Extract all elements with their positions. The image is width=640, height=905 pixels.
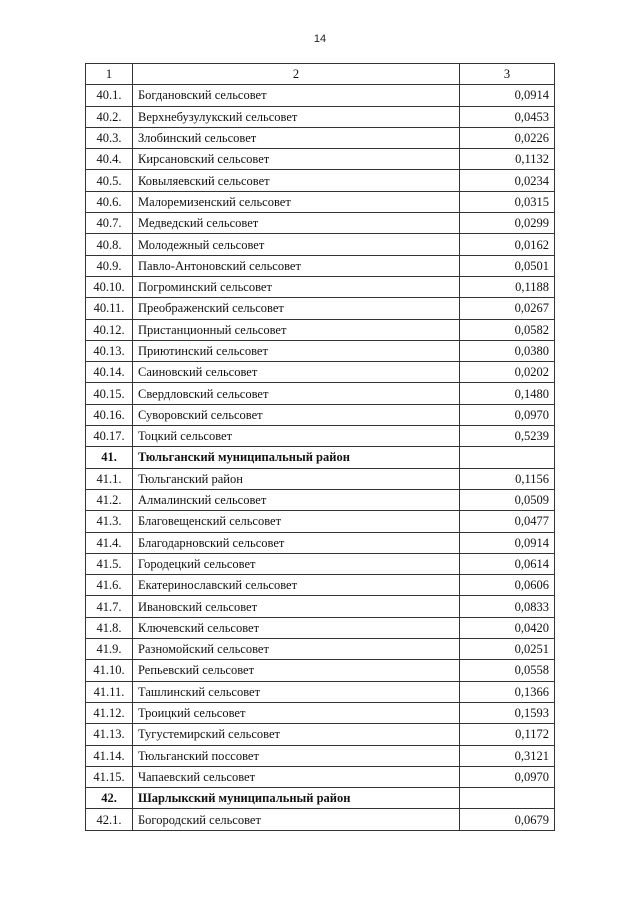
row-name: Благовещенский сельсовет: [133, 511, 460, 532]
row-name: Ключевский сельсовет: [133, 617, 460, 638]
row-number: 40.14.: [86, 362, 133, 383]
row-number: 41.: [86, 447, 133, 468]
row-value: [460, 788, 555, 809]
row-value: [460, 447, 555, 468]
row-number: 40.13.: [86, 340, 133, 361]
row-value: 0,0970: [460, 404, 555, 425]
table-row: [86, 255, 555, 276]
table-row: [86, 553, 555, 574]
table-row: [86, 170, 555, 191]
table-row: [86, 191, 555, 212]
table-row: [86, 575, 555, 596]
row-number: 40.4.: [86, 149, 133, 170]
row-number: 41.15.: [86, 766, 133, 787]
table-row: [86, 149, 555, 170]
row-value: 0,3121: [460, 745, 555, 766]
row-value: 0,1366: [460, 681, 555, 702]
row-number: 40.10.: [86, 276, 133, 297]
row-value: 0,0558: [460, 660, 555, 681]
table-row: [86, 511, 555, 532]
table-row: [86, 127, 555, 148]
row-number: 41.7.: [86, 596, 133, 617]
row-number: 41.1.: [86, 468, 133, 489]
row-value: 0,0420: [460, 617, 555, 638]
table-row: [86, 702, 555, 723]
row-value: 0,0914: [460, 532, 555, 553]
table-row: [86, 639, 555, 660]
row-number: 40.12.: [86, 319, 133, 340]
table-row: [86, 617, 555, 638]
row-number: 40.3.: [86, 127, 133, 148]
row-name: Злобинский сельсовет: [133, 127, 460, 148]
row-number: 41.8.: [86, 617, 133, 638]
row-name: Кирсановский сельсовет: [133, 149, 460, 170]
row-value: 0,1132: [460, 149, 555, 170]
column-header-value: 3: [460, 64, 555, 85]
row-name: Репьевский сельсовет: [133, 660, 460, 681]
row-name: Городецкий сельсовет: [133, 553, 460, 574]
table-row: [86, 681, 555, 702]
row-number: 41.5.: [86, 553, 133, 574]
row-name: Шарлыкский муниципальный район: [133, 788, 460, 809]
row-name: Пристанционный сельсовет: [133, 319, 460, 340]
row-name: Саиновский сельсовет: [133, 362, 460, 383]
table-row: [86, 298, 555, 319]
row-value: 0,0833: [460, 596, 555, 617]
row-name: Благодарновский сельсовет: [133, 532, 460, 553]
row-number: 41.11.: [86, 681, 133, 702]
row-name: Тюльганский поссовет: [133, 745, 460, 766]
table-header-row: [86, 64, 555, 85]
row-number: 40.1.: [86, 85, 133, 106]
table-row: [86, 404, 555, 425]
row-number: 41.14.: [86, 745, 133, 766]
row-number: 40.17.: [86, 426, 133, 447]
row-name: Троицкий сельсовет: [133, 702, 460, 723]
row-value: 0,0315: [460, 191, 555, 212]
row-name: Суворовский сельсовет: [133, 404, 460, 425]
row-name: Свердловский сельсовет: [133, 383, 460, 404]
row-number: 40.15.: [86, 383, 133, 404]
table-row: [86, 340, 555, 361]
row-number: 42.1.: [86, 809, 133, 830]
row-number: 40.8.: [86, 234, 133, 255]
table-row: [86, 426, 555, 447]
row-name: Приютинский сельсовет: [133, 340, 460, 361]
table-row: [86, 319, 555, 340]
row-number: 40.16.: [86, 404, 133, 425]
row-value: 0,0606: [460, 575, 555, 596]
row-value: 0,0234: [460, 170, 555, 191]
row-name: Чапаевский сельсовет: [133, 766, 460, 787]
row-value: 0,1188: [460, 276, 555, 297]
row-name: Богдановский сельсовет: [133, 85, 460, 106]
row-value: 0,0582: [460, 319, 555, 340]
row-name: Погроминский сельсовет: [133, 276, 460, 297]
table-row: [86, 276, 555, 297]
table-row: [86, 468, 555, 489]
row-name: Алмалинский сельсовет: [133, 489, 460, 510]
row-value: 0,0162: [460, 234, 555, 255]
row-number: 41.9.: [86, 639, 133, 660]
row-number: 40.2.: [86, 106, 133, 127]
table-row: [86, 532, 555, 553]
row-number: 42.: [86, 788, 133, 809]
row-number: 40.7.: [86, 213, 133, 234]
row-value: 0,0914: [460, 85, 555, 106]
page-number: 14: [313, 33, 327, 45]
row-number: 41.6.: [86, 575, 133, 596]
table-row: [86, 745, 555, 766]
row-number: 40.11.: [86, 298, 133, 319]
row-name: Молодежный сельсовет: [133, 234, 460, 255]
allocation-table: [85, 63, 555, 831]
row-number: 41.4.: [86, 532, 133, 553]
row-value: 0,0380: [460, 340, 555, 361]
row-value: 0,0509: [460, 489, 555, 510]
column-header-name: 2: [133, 64, 460, 85]
table-row: [86, 362, 555, 383]
table-row: [86, 809, 555, 830]
district-row: [86, 788, 555, 809]
row-value: 0,1172: [460, 724, 555, 745]
table-row: [86, 660, 555, 681]
row-value: 0,5239: [460, 426, 555, 447]
table-row: [86, 234, 555, 255]
row-value: 0,1156: [460, 468, 555, 489]
table-row: [86, 106, 555, 127]
row-name: Павло-Антоновский сельсовет: [133, 255, 460, 276]
row-number: 41.3.: [86, 511, 133, 532]
row-name: Ташлинский сельсовет: [133, 681, 460, 702]
row-value: 0,1593: [460, 702, 555, 723]
row-value: 0,0251: [460, 639, 555, 660]
table-row: [86, 596, 555, 617]
row-name: Богородский сельсовет: [133, 809, 460, 830]
row-value: 0,0202: [460, 362, 555, 383]
row-value: 0,0679: [460, 809, 555, 830]
row-number: 41.10.: [86, 660, 133, 681]
row-name: Малоремизенский сельсовет: [133, 191, 460, 212]
row-number: 40.9.: [86, 255, 133, 276]
row-value: 0,1480: [460, 383, 555, 404]
row-name: Екатеринославский сельсовет: [133, 575, 460, 596]
row-value: 0,0226: [460, 127, 555, 148]
row-number: 40.5.: [86, 170, 133, 191]
row-name: Тюльганский район: [133, 468, 460, 489]
row-name: Разномойский сельсовет: [133, 639, 460, 660]
table-row: [86, 213, 555, 234]
row-number: 41.13.: [86, 724, 133, 745]
table-row: [86, 489, 555, 510]
row-name: Тюльганский муниципальный район: [133, 447, 460, 468]
row-name: Тоцкий сельсовет: [133, 426, 460, 447]
table-row: [86, 383, 555, 404]
row-value: 0,0267: [460, 298, 555, 319]
table-row: [86, 724, 555, 745]
row-name: Тугустемирский сельсовет: [133, 724, 460, 745]
row-name: Ивановский сельсовет: [133, 596, 460, 617]
row-value: 0,0501: [460, 255, 555, 276]
row-value: 0,0477: [460, 511, 555, 532]
row-name: Преображенский сельсовет: [133, 298, 460, 319]
row-number: 40.6.: [86, 191, 133, 212]
row-name: Ковыляевский сельсовет: [133, 170, 460, 191]
district-row: [86, 447, 555, 468]
row-name: Верхнебузулукский сельсовет: [133, 106, 460, 127]
table-row: [86, 766, 555, 787]
table-row: [86, 85, 555, 106]
row-value: 0,0453: [460, 106, 555, 127]
row-number: 41.12.: [86, 702, 133, 723]
column-header-number: 1: [86, 64, 133, 85]
row-name: Медведский сельсовет: [133, 213, 460, 234]
row-value: 0,0970: [460, 766, 555, 787]
row-number: 41.2.: [86, 489, 133, 510]
row-value: 0,0614: [460, 553, 555, 574]
row-value: 0,0299: [460, 213, 555, 234]
